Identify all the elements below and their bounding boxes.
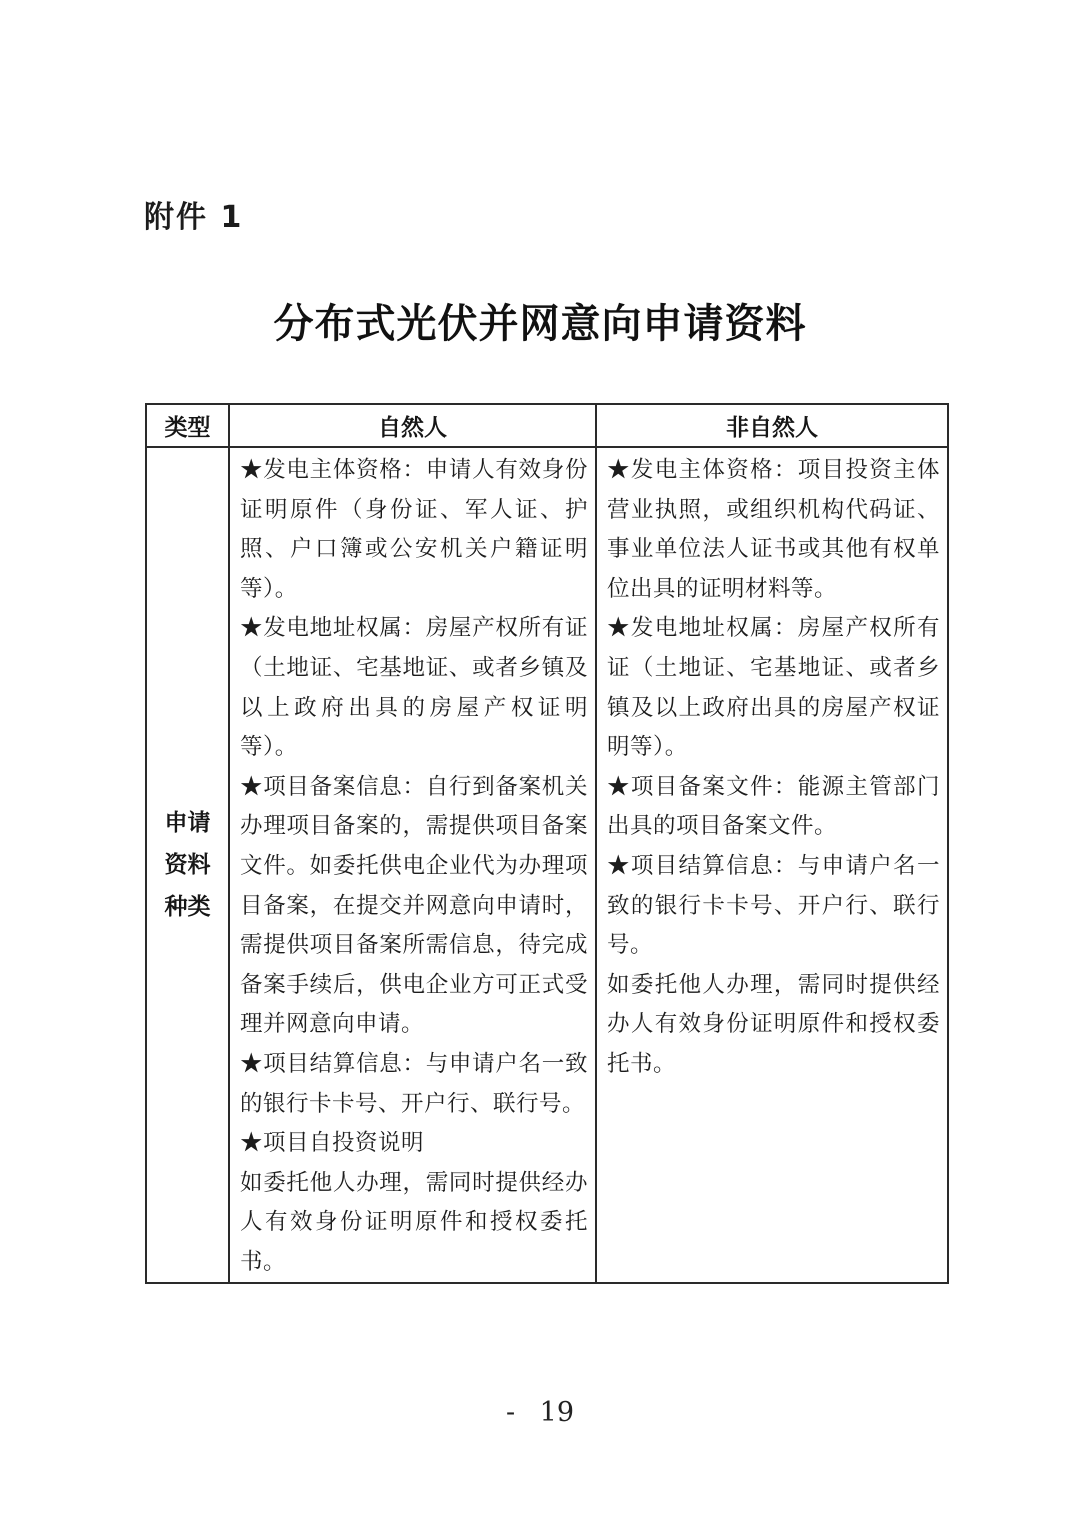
table-header-row bbox=[146, 404, 948, 447]
natural-person-requirements bbox=[230, 448, 595, 1282]
row-label-line: 资料 bbox=[164, 851, 211, 879]
requirement-item: 如委托他人办理，需同时提供经办人有效身份证明原件和授权委托书。 bbox=[240, 1169, 588, 1275]
page-number: - 19 bbox=[505, 1397, 575, 1428]
non-natural-person-requirements bbox=[597, 448, 947, 1085]
page-title: 分布式光伏并网意向申请资料 bbox=[273, 301, 807, 347]
row-label-line: 申请 bbox=[164, 809, 211, 837]
requirement-item: 如委托他人办理，需同时提供经办人有效身份证明原件和授权委托书。 bbox=[607, 971, 940, 1077]
requirement-item: ★发电地址权属：房屋产权所有证（土地证、宅基地证、或者乡镇及以上政府出具的房屋产权证明等）。 bbox=[607, 615, 940, 761]
table-body-row bbox=[146, 447, 948, 1283]
requirement-item: ★项目备案信息：自行到备案机关办理项目备案的，需提供项目备案文件。如委托供电企业代为办理项目备案，在提交并网意向申请时，需提供项目备案所需信息，待完成备案手续后，供电企业方可正式受理并网意向申请。 bbox=[240, 773, 588, 1038]
requirement-item: ★项目结算信息：与申请户名一致的银行卡卡号、开户行、联行号。 bbox=[240, 1050, 588, 1117]
row-label-application-material-types bbox=[146, 447, 229, 1283]
col-header-type: 类型 bbox=[146, 404, 229, 447]
requirement-item: ★项目自投资说明 bbox=[240, 1130, 425, 1157]
row-label-line: 种类 bbox=[164, 893, 211, 921]
requirement-item: ★发电主体资格：申请人有效身份证明原件（身份证、军人证、护照、户口簿或公安机关户籍证明等）。 bbox=[240, 457, 588, 602]
application-materials-table bbox=[145, 403, 949, 1284]
row-label-lines bbox=[147, 802, 228, 928]
requirement-item: ★发电主体资格：项目投资主体营业执照，或组织机构代码证、事业单位法人证书或其他有权单位出具的证明材料等。 bbox=[607, 457, 940, 602]
col-header-non-natural-person: 非自然人 bbox=[596, 404, 948, 447]
natural-person-cell bbox=[229, 447, 596, 1283]
requirement-item: ★项目备案文件：能源主管部门出具的项目备案文件。 bbox=[607, 773, 940, 840]
requirement-item: ★发电地址权属：房屋产权所有证（土地证、宅基地证、或者乡镇及以上政府出具的房屋产权证明等）。 bbox=[240, 615, 588, 761]
non-natural-person-cell bbox=[596, 447, 948, 1283]
attachment-label: 附件 1 bbox=[144, 200, 244, 235]
col-header-natural-person: 自然人 bbox=[229, 404, 596, 447]
requirement-item: ★项目结算信息：与申请户名一致的银行卡卡号、开户行、联行号。 bbox=[607, 852, 940, 959]
